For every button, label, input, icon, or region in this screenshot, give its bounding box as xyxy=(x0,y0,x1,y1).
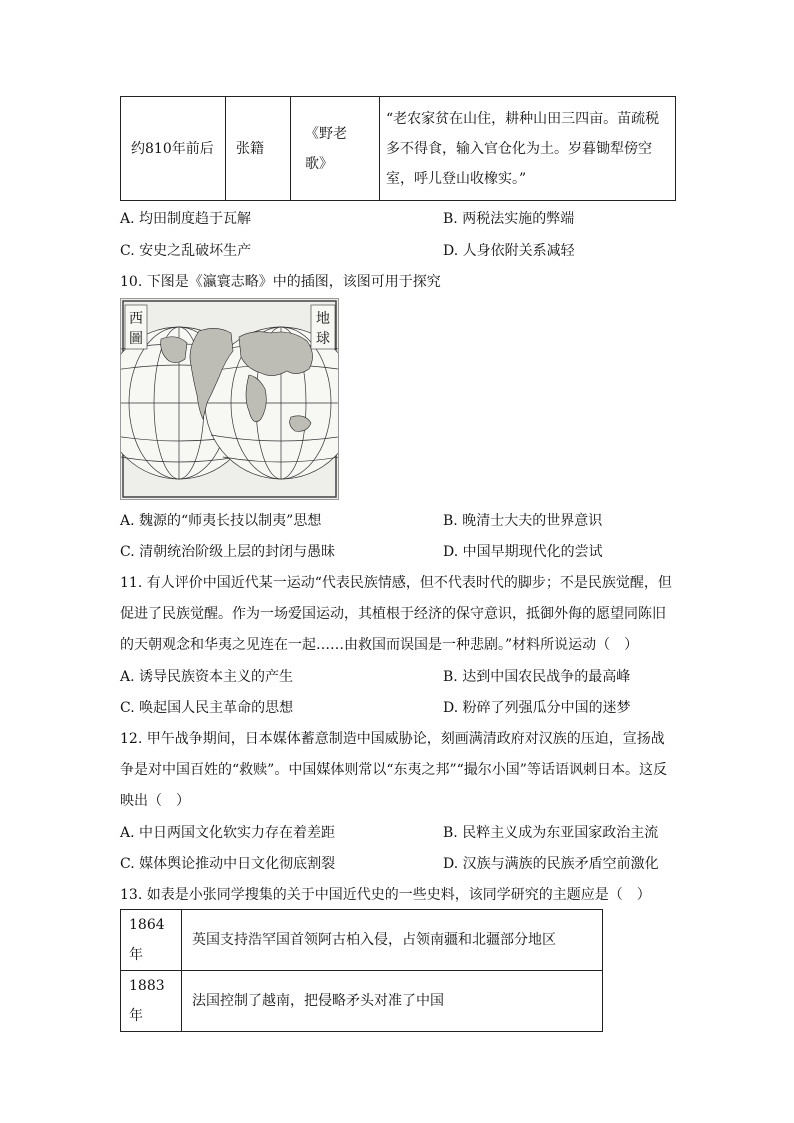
table-cell-work xyxy=(291,97,380,201)
q11-line-1: 11. 有人评价中国近代某一运动“代表民族情感，但不代表时代的脚步；不是民族觉醒，但 xyxy=(120,575,672,591)
source-table xyxy=(120,96,676,201)
q11-option-a[interactable]: A. 诱导民族资本主义的产生 xyxy=(120,669,294,685)
q9-option-c[interactable]: C. 安史之乱破坏生产 xyxy=(120,243,252,259)
q12-line-2: 争是对中国百姓的“救赎”。中国媒体则常以“东夷之邦”“撮尔小国”等话语讽刺日本。这反 xyxy=(120,762,667,778)
map-label-east-1: 地 xyxy=(316,311,330,327)
table-row xyxy=(121,910,603,971)
q10-option-c[interactable]: C. 清朝统治阶级上层的封闭与愚昧 xyxy=(120,544,336,560)
quote-line-2: 多不得食，输入官仓化为土。岁暮锄犁傍空 xyxy=(386,140,652,157)
q9-option-b[interactable]: B. 两税法实施的弊端 xyxy=(443,211,575,227)
q12-line-3: 映出（ ） xyxy=(120,793,190,809)
work-line-1: 《野老 xyxy=(305,125,347,142)
map-label-east-2: 球 xyxy=(316,331,330,347)
q13-stem: 13. 如表是小张同学搜集的关于中国近代史的一些史料，该同学研究的主题应是（ ） xyxy=(120,887,651,903)
q12-option-d[interactable]: D. 汉族与满族的民族矛盾空前激化 xyxy=(443,856,659,872)
q12-option-a[interactable]: A. 中日两国文化软实力存在着差距 xyxy=(120,825,336,841)
q11-line-3: 的天朝观念和华夷之见连在一起……由救国而误国是一种悲剧。”材料所说运动（ ） xyxy=(120,637,639,653)
q11-option-c[interactable]: C. 唤起国人民主革命的思想 xyxy=(120,700,294,716)
map-label-west-2: 圖 xyxy=(129,331,143,347)
table-cell-event: 法国控制了越南，把侵略矛头对准了中国 xyxy=(182,971,603,1032)
q10-option-d[interactable]: D. 中国早期现代化的尝试 xyxy=(443,544,603,560)
table-row xyxy=(121,971,603,1032)
q9-option-a[interactable]: A. 均田制度趋于瓦解 xyxy=(120,211,252,227)
q10-option-b[interactable]: B. 晚清士大夫的世界意识 xyxy=(443,513,603,529)
work-line-2: 歌》 xyxy=(305,155,333,172)
q10-option-a[interactable]: A. 魏源的“师夷长技以制夷”思想 xyxy=(120,513,322,529)
q11-line-2: 促进了民族觉醒。作为一场爱国运动，其植根于经济的保守意识，抵御外侮的愿望同陈旧 xyxy=(120,606,666,622)
q12-option-c[interactable]: C. 媒体舆论推动中日文化彻底割裂 xyxy=(120,856,336,872)
table-cell-year: 1883年 xyxy=(121,971,182,1032)
q11-option-b[interactable]: B. 达到中国农民战争的最高峰 xyxy=(443,669,631,685)
q10-stem: 10. 下图是《瀛寰志略》中的插图，该图可用于探究 xyxy=(120,274,441,290)
quote-line-3: 室，呼儿登山收橡实。” xyxy=(386,170,527,187)
table-cell-author: 张籍 xyxy=(226,97,291,201)
history-table xyxy=(120,909,603,1032)
q12-option-b[interactable]: B. 民粹主义成为东亚国家政治主流 xyxy=(443,825,659,841)
table-cell-quote xyxy=(380,97,676,201)
q9-option-d[interactable]: D. 人身依附关系减轻 xyxy=(443,243,575,259)
table-cell-year: 1864年 xyxy=(121,910,182,971)
table-cell-date: 约810年前后 xyxy=(121,97,226,201)
quote-line-1: “老农家贫在山住，耕种山田三四亩。苗疏税 xyxy=(386,110,660,127)
q11-option-d[interactable]: D. 粉碎了列强瓜分中国的迷梦 xyxy=(443,700,631,716)
map-label-west-1: 西 xyxy=(129,311,143,327)
map-drawing xyxy=(121,299,338,499)
table-cell-event: 英国支持浩罕国首领阿古柏入侵，占领南疆和北疆部分地区 xyxy=(182,910,603,971)
q12-line-1: 12. 甲午战争期间，日本媒体蓄意制造中国威胁论，刻画满清政府对汉族的压迫，宣扬战 xyxy=(120,731,665,747)
world-map-illustration xyxy=(120,298,339,500)
